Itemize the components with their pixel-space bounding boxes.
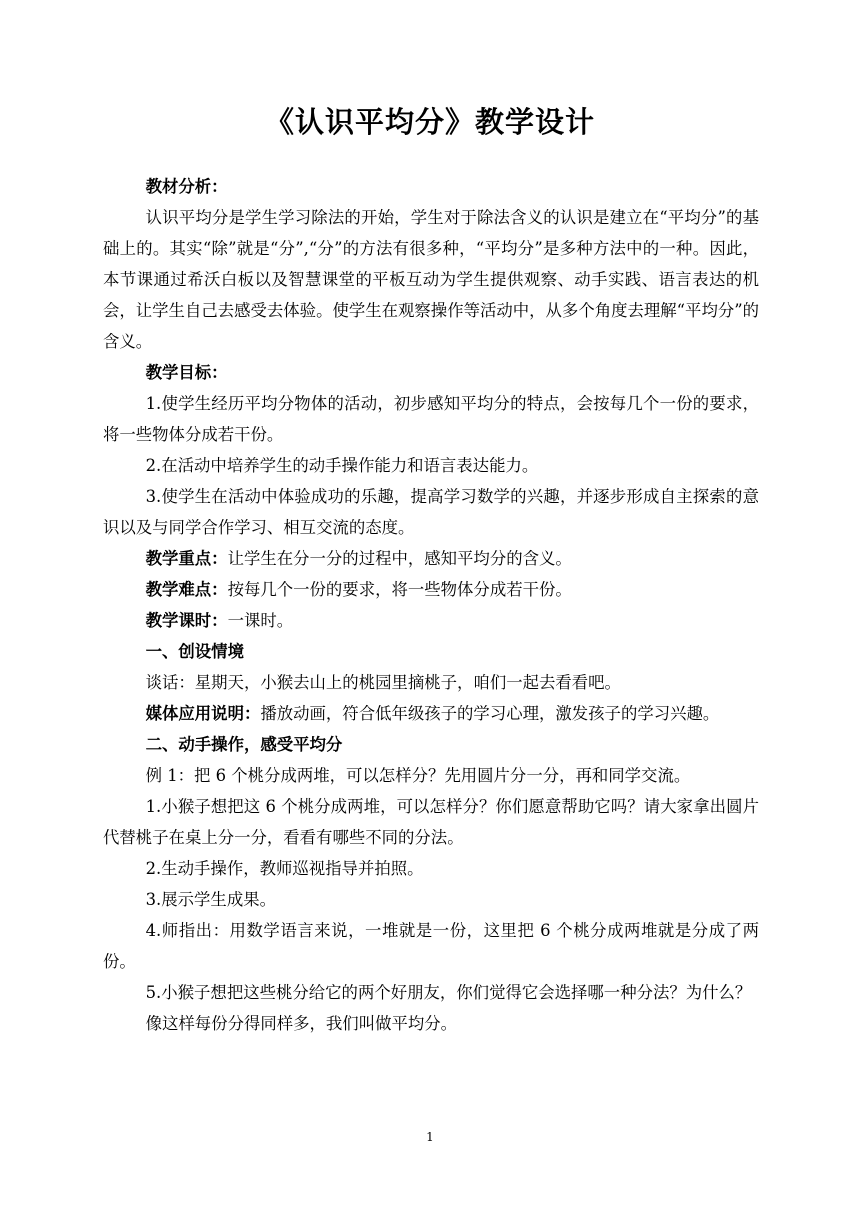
- objective-item: 3.使学生在活动中体验成功的乐趣，提高学习数学的兴趣，并逐步形成自主探索的意识以及与同学合作学习、相互交流的态度。: [103, 487, 759, 537]
- difficult-point-label: 教学难点：: [145, 580, 228, 599]
- key-point-text: 让学生在分一分的过程中，感知平均分的含义。: [227, 549, 572, 568]
- document-title: 《认识平均分》教学设计: [264, 105, 595, 139]
- material-analysis-paragraph: 认识平均分是学生学习除法的开始，学生对于除法含义的认识是建立在“平均分”的基础上的。其实“除”就是“分”,“分”的方法有很多种，“平均分”是多种方法中的一种。因此，本节课通过希沃白板以及智慧课堂的平板互动为学生提供观察、动手实践、语言表达的机会，让学生自己去感受去体验。使学生在观察操作等活动中，从多个角度去理解“平均分”的含义。: [103, 208, 759, 351]
- step-item: 5.小猴子想把这些桃分给它的两个好朋友，你们觉得它会选择哪一种分法？为什么？: [145, 983, 752, 1002]
- objective-item: 1.使学生经历平均分物体的活动，初步感知平均分的特点，会按每几个一份的要求，将一些物体分成若干份。: [103, 394, 759, 444]
- step-item: 1.小猴子想把这 6 个桃分成两堆，可以怎样分？你们愿意帮助它吗？请大家拿出圆片代替桃子在桌上分一分，看看有哪些不同的分法。: [103, 797, 759, 847]
- page-number: 1: [426, 1130, 434, 1144]
- section1-talk: 谈话：星期天，小猴去山上的桃园里摘桃子，咱们一起去看看吧。: [145, 673, 621, 692]
- difficult-point-paragraph: [103, 574, 759, 605]
- conclusion-paragraph: 像这样每份分得同样多，我们叫做平均分。: [145, 1014, 458, 1033]
- class-hours-text: 一课时。: [227, 611, 294, 630]
- key-point-label: 教学重点：: [145, 549, 228, 568]
- objectives-heading: 教学目标：: [145, 363, 228, 382]
- media-note-label: 媒体应用说明：: [145, 704, 261, 723]
- objective-item: 2.在活动中培养学生的动手操作能力和语言表达能力。: [145, 456, 539, 475]
- example-paragraph: 例 1：把 6 个桃分成两堆，可以怎样分？先用圆片分一分，再和同学交流。: [145, 766, 691, 785]
- difficult-point-text: 按每几个一份的要求，将一些物体分成若干份。: [227, 580, 572, 599]
- document-body: [103, 171, 759, 1039]
- class-hours-label: 教学课时：: [145, 611, 228, 630]
- key-point-paragraph: [103, 543, 759, 574]
- step-item: 2.生动手操作，教师巡视指导并拍照。: [145, 859, 424, 878]
- media-note-text: 播放动画，符合低年级孩子的学习心理，激发孩子的学习兴趣。: [260, 704, 720, 723]
- section1-heading: 一、创设情境: [145, 642, 244, 661]
- media-note-paragraph: [103, 698, 759, 729]
- section2-heading: 二、动手操作，感受平均分: [145, 735, 343, 754]
- step-item: 4.师指出：用数学语言来说，一堆就是一份，这里把 6 个桃分成两堆就是分成了两份。: [103, 921, 759, 971]
- step-item: 3.展示学生成果。: [145, 890, 276, 909]
- class-hours-paragraph: [103, 605, 759, 636]
- material-analysis-heading: 教材分析：: [145, 177, 228, 196]
